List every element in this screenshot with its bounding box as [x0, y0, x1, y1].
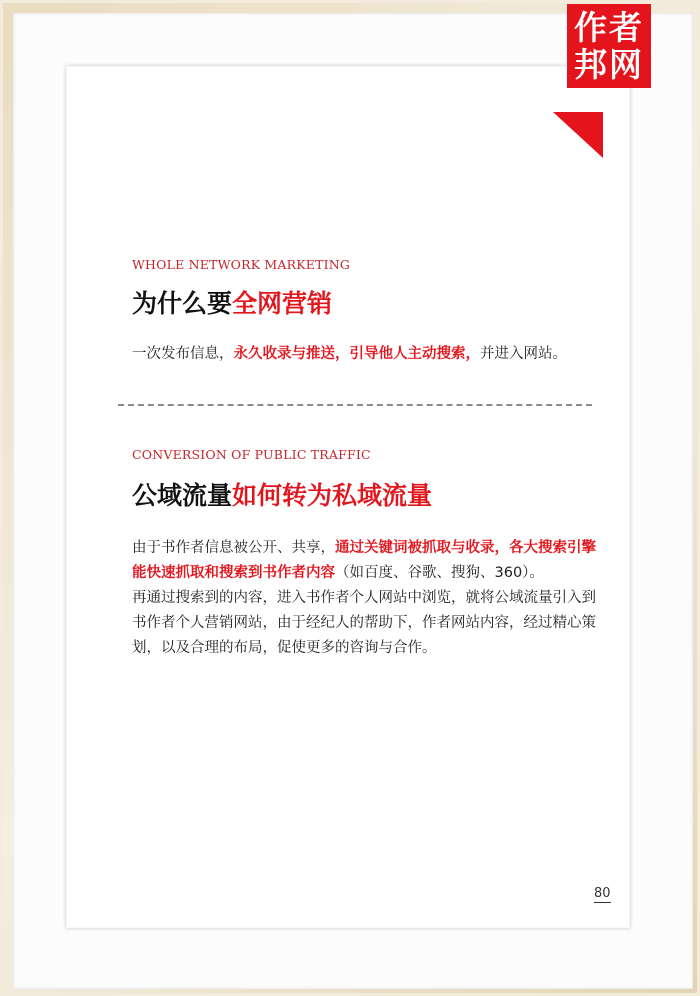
section2-eyebrow: CONVERSION OF PUBLIC TRAFFIC — [132, 447, 371, 462]
section2-para1-highlight: 通过关键词被抓取与收录，各大搜索引擎能快速抓取和搜索到书作者内容 — [132, 540, 596, 581]
section2-para-2: 再通过搜索到的内容，进入书作者个人网站中浏览，就将公域流量引入到书作者个人营销网站，由于经纪人的帮助下，作者网站内容，经过精心策划，以及合理的布局，促使更多的咨询与合作。 — [132, 590, 596, 656]
section1-title-red: 全网营销 — [232, 289, 333, 318]
logo-line-1: 作者 — [574, 8, 644, 47]
section1-eyebrow: WHOLE NETWORK MARKETING — [132, 257, 351, 272]
section1-body-post: 并进入网站。 — [480, 346, 567, 362]
section1-title-black: 为什么要 — [132, 289, 233, 318]
brand-logo — [567, 4, 651, 88]
dashed-divider — [118, 404, 592, 406]
section1-body — [132, 342, 602, 367]
section2-para1-post: （如百度、谷歌、搜狗、360）。 — [335, 565, 544, 581]
section2-title-black: 公域流量 — [132, 481, 233, 510]
section2-title — [132, 476, 432, 512]
section2-para1-pre: 由于书作者信息被公开、共享， — [132, 540, 335, 556]
section1-body-pre: 一次发布信息， — [132, 346, 234, 362]
section2-para-1 — [132, 536, 602, 586]
section1-title — [132, 284, 332, 320]
page-number: 80 — [594, 886, 611, 901]
section2-title-red: 如何转为私域流量 — [232, 481, 433, 510]
section2-body — [132, 536, 602, 661]
corner-triangle-icon — [553, 112, 603, 158]
section1-body-highlight: 永久收录与推送，引导他人主动搜索， — [233, 346, 480, 362]
logo-line-2: 邦网 — [574, 45, 644, 84]
